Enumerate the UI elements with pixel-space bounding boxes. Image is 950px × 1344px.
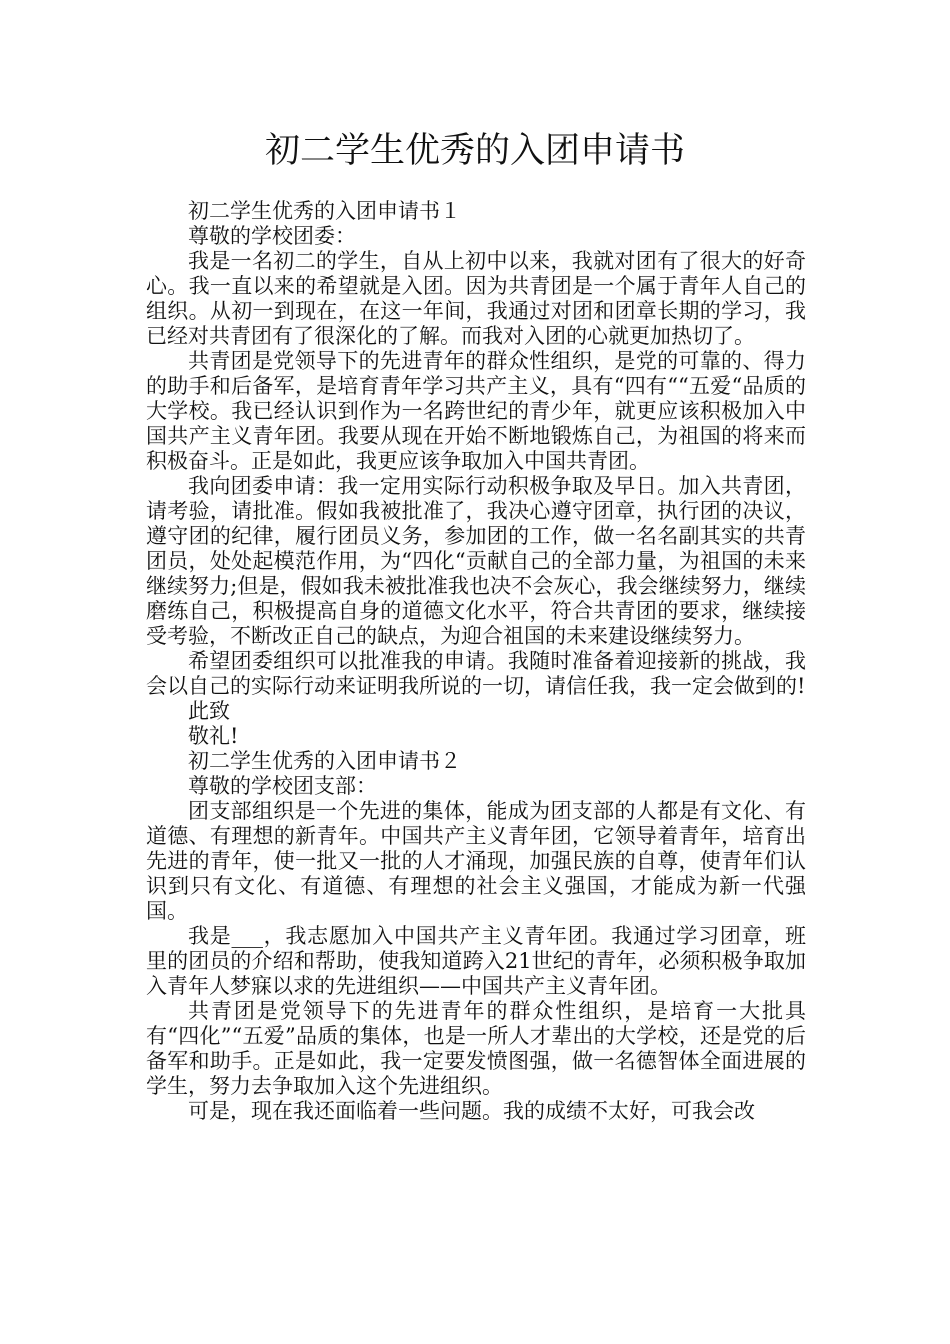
paragraph: 我向团委申请：我一定用实际行动积极争取及早日。加入共青团，请考验，请批准。假如我被批准了，我决心遵守团章，执行团的决议，遵守团的纪律，履行团员义务，参加团的工作，做一名名副其实的共青团员，处处起模范作用，为“四化“贡献自己的全部力量，为祖国的未来继续努力;但是，假如我未被批准我也决不会灰心，我会继续努力，继续磨练自己，积极提高自身的道德文化水平，符合共青团的要求，继续接受考验，不断改正自己的缺点，为迎合祖国的未来建设继续努力。 [146,474,806,648]
section-heading-1: 初二学生优秀的入团申请书１ [188,199,461,223]
closing-line: 此致 [188,699,230,723]
paragraph: 共青团是党领导下的先进青年的群众性组织，是党的可靠的、得力的助手和后备军，是培育青年学习共产主义，具有“四有““五爱“品质的大学校。我已经认识到作为一名跨世纪的青少年，就更应该积极加入中国共产主义青年团。我要从现在开始不断地锻炼自己，为祖国的将来而积极奋斗。正是如此，我更应该争取加入中国共青团。 [146,349,806,473]
paragraph: 可是，现在我还面临着一些问题。我的成绩不太好，可我会改 [188,1099,755,1123]
document-title: 初二学生优秀的入团申请书 [264,131,685,171]
section-heading-2: 初二学生优秀的入团申请书２ [188,749,461,773]
closing-line: 敬礼! [188,724,239,748]
paragraph: 希望团委组织可以批准我的申请。我随时准备着迎接新的挑战，我会以自己的实际行动来证明我所说的一切，请信任我，我一定会做到的! [146,649,806,698]
paragraph: 我是___，我志愿加入中国共产主义青年团。我通过学习团章，班里的团员的介绍和帮助，使我知道跨入21世纪的青年，必须积极争取加入青年人梦寐以求的先进组织——中国共产主义青年团。 [146,924,806,998]
paragraph: 团支部组织是一个先进的集体，能成为团支部的人都是有文化、有道德、有理想的新青年。中国共产主义青年团，它领导着青年，培育出先进的青年，使一批又一批的人才涌现，加强民族的自尊，使青年们认识到只有文化、有道德、有理想的社会主义强国，才能成为新一代强国。 [146,799,806,923]
salutation-2: 尊敬的学校团支部： [188,774,377,798]
document-body [146,199,806,1124]
paragraph: 共青团是党领导下的先进青年的群众性组织，是培育一大批具有“四化”“五爱”品质的集体，也是一所人才辈出的大学校，还是党的后备军和助手。正是如此，我一定要发愤图强，做一名德智体全面进展的学生，努力去争取加入这个先进组织。 [146,999,806,1098]
salutation-1: 尊敬的学校团委： [188,224,356,248]
paragraph: 我是一名初二的学生，自从上初中以来，我就对团有了很大的好奇心。我一直以来的希望就是入团。因为共青团是一个属于青年人自己的组织。从初一到现在，在这一年间，我通过对团和团章长期的学习，我已经对共青团有了很深化的了解。而我对入团的心就更加热切了。 [146,249,806,348]
